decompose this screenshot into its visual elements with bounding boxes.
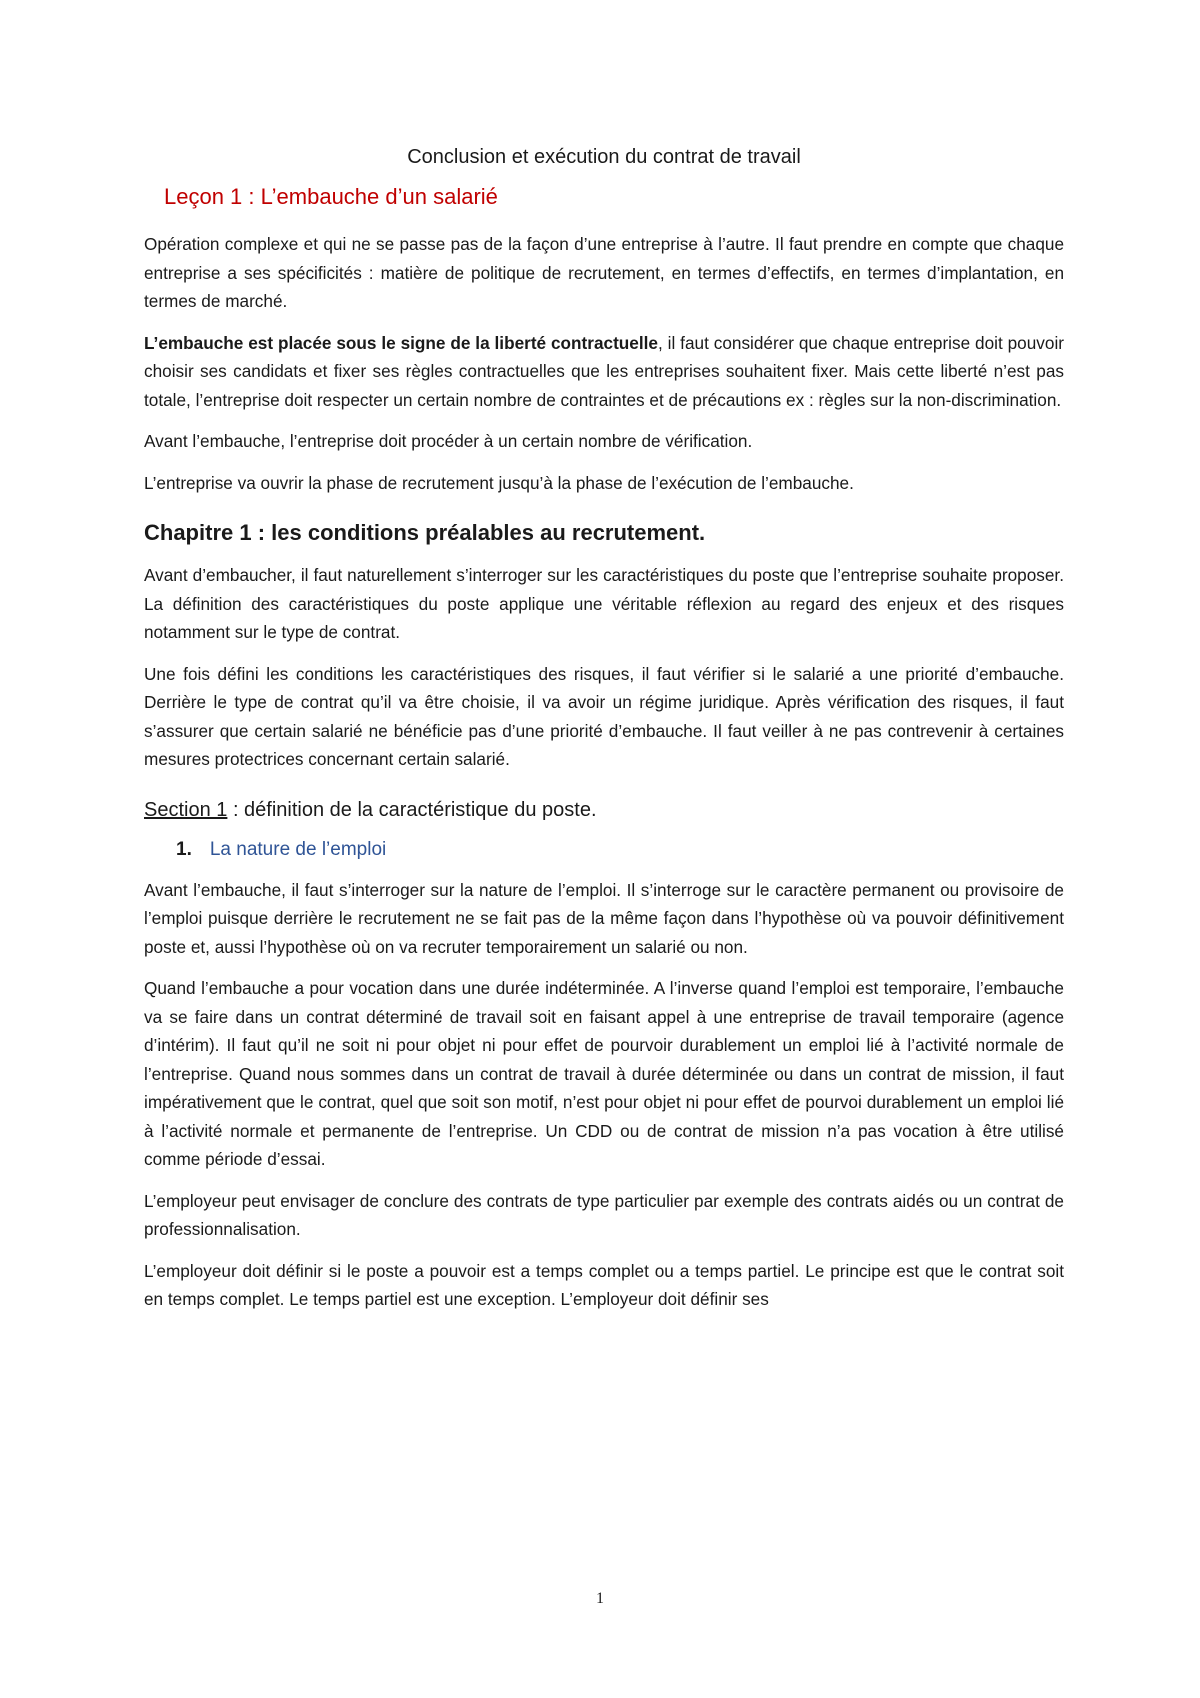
subsection-number: 1. (176, 838, 192, 860)
chapter-title: Chapitre 1 : les conditions préalables au recrutement. (144, 520, 706, 545)
subsection-paragraph: L’employeur peut envisager de conclure des contrats de type particulier par exemple des contrats aidés ou un contrat de professionnalisation. (144, 1190, 1064, 1239)
paragraph-intro: Opération complexe et qui ne se passe pas de la façon d’une entreprise à l’autre. Il faut prendre en compte que chaque entreprise a ses spécificités : matière de politique de recrutement, en termes d’effectifs, en termes d’implantation, en termes de marché. (144, 234, 1064, 311)
paragraph-avant: Avant l’embauche, l’entreprise doit procéder à un certain nombre de vérification. (144, 431, 753, 451)
paragraph-liberty-rest: , il faut considérer que chaque entreprise doit pouvoir choisir ses candidats et fixer ses règles contractuelles que les entreprises souhaitent fixer. Mais cette liberté n’est pas totale, l’entreprise doit respecter un certain nombre de contraintes et de précautions ex : règles sur la non-discrimination. (144, 332, 1064, 410)
chapter-paragraph: Une fois défini les conditions les caractéristiques des risques, il faut vérifier si le salarié a une priorité d’embauche. Derrière le type de contrat qu’il va être choisie, il va avoir un régime juridique. Après vérification des risques, il faut s’assurer que certain salarié ne bénéficie pas d’une priorité d’embauche. Il faut veiller à ne pas contrevenir à certaines mesures protectrices concernant certain salarié. (144, 663, 1064, 769)
page-number: 1 (596, 1590, 604, 1607)
paragraph-ouvrir: L’entreprise va ouvrir la phase de recrutement jusqu’à la phase de l’exécution de l’embauche. (144, 472, 854, 493)
paragraph-liberty-bold: L’embauche est placée sous le signe de la liberté contractuelle (144, 332, 658, 353)
subsection-paragraph: Quand l’embauche a pour vocation dans une durée indéterminée. A l’inverse quand l’emploi est temporaire, l’embauche va se faire dans un contrat déterminé de travail soit en faisant appel à une entreprise de travail temporaire (agence d’intérim). Il faut qu’il ne soit ni pour objet ni pour effet de pourvoir durablement un emploi lié à l’activité normale de l’entreprise. Quand nous sommes dans un contrat de travail à durée déterminée ou dans un contrat de mission, il faut impérativement que le contrat, quel que soit son motif, n’est pour objet ni pour effet de pourvoi durablement un emploi lié à l’activité normale et permanente de l’entreprise. Un CDD ou de contrat de mission n’a pas vocation à être utilisé comme période d’essai. (144, 978, 1064, 1169)
subsection-title-text: La nature de l’emploi (209, 838, 387, 860)
chapter-paragraph: Avant d’embaucher, il faut naturellement s’interroger sur les caractéristiques du poste que l’entreprise souhaite proposer. La définition des caractéristiques du poste applique une véritable réflexion au regard des enjeux et des risques notamment sur le type de contrat. (144, 565, 1064, 642)
lesson-title: Leçon 1 : L’embauche d’un salarié (164, 184, 498, 209)
subsection-paragraph: Avant l’embauche, il faut s’interroger sur la nature de l’emploi. Il s’interroge sur le caractère permanent ou provisoire de l’emploi puisque derrière le recrutement ne se fait pas de la même façon dans l’hypothèse où va pouvoir définitivement poste et, aussi l’hypothèse où on va recruter temporairement un salarié ou non. (144, 879, 1064, 957)
paragraph-liberty (144, 329, 1064, 415)
section-title-rest: : définition de la caractéristique du poste. (227, 798, 597, 821)
subsection-title (176, 834, 1064, 866)
page-content (144, 140, 1064, 1327)
section-title (144, 794, 1064, 826)
document-title: Conclusion et exécution du contrat de travail (407, 146, 801, 168)
section-label: Section 1 (144, 798, 228, 821)
subsection-paragraph: L’employeur doit définir si le poste a pouvoir est a temps complet ou a temps partiel. Le principe est que le contrat soit en temps complet. Le temps partiel est une exception. L’employeur doit définir ses (144, 1260, 1064, 1309)
